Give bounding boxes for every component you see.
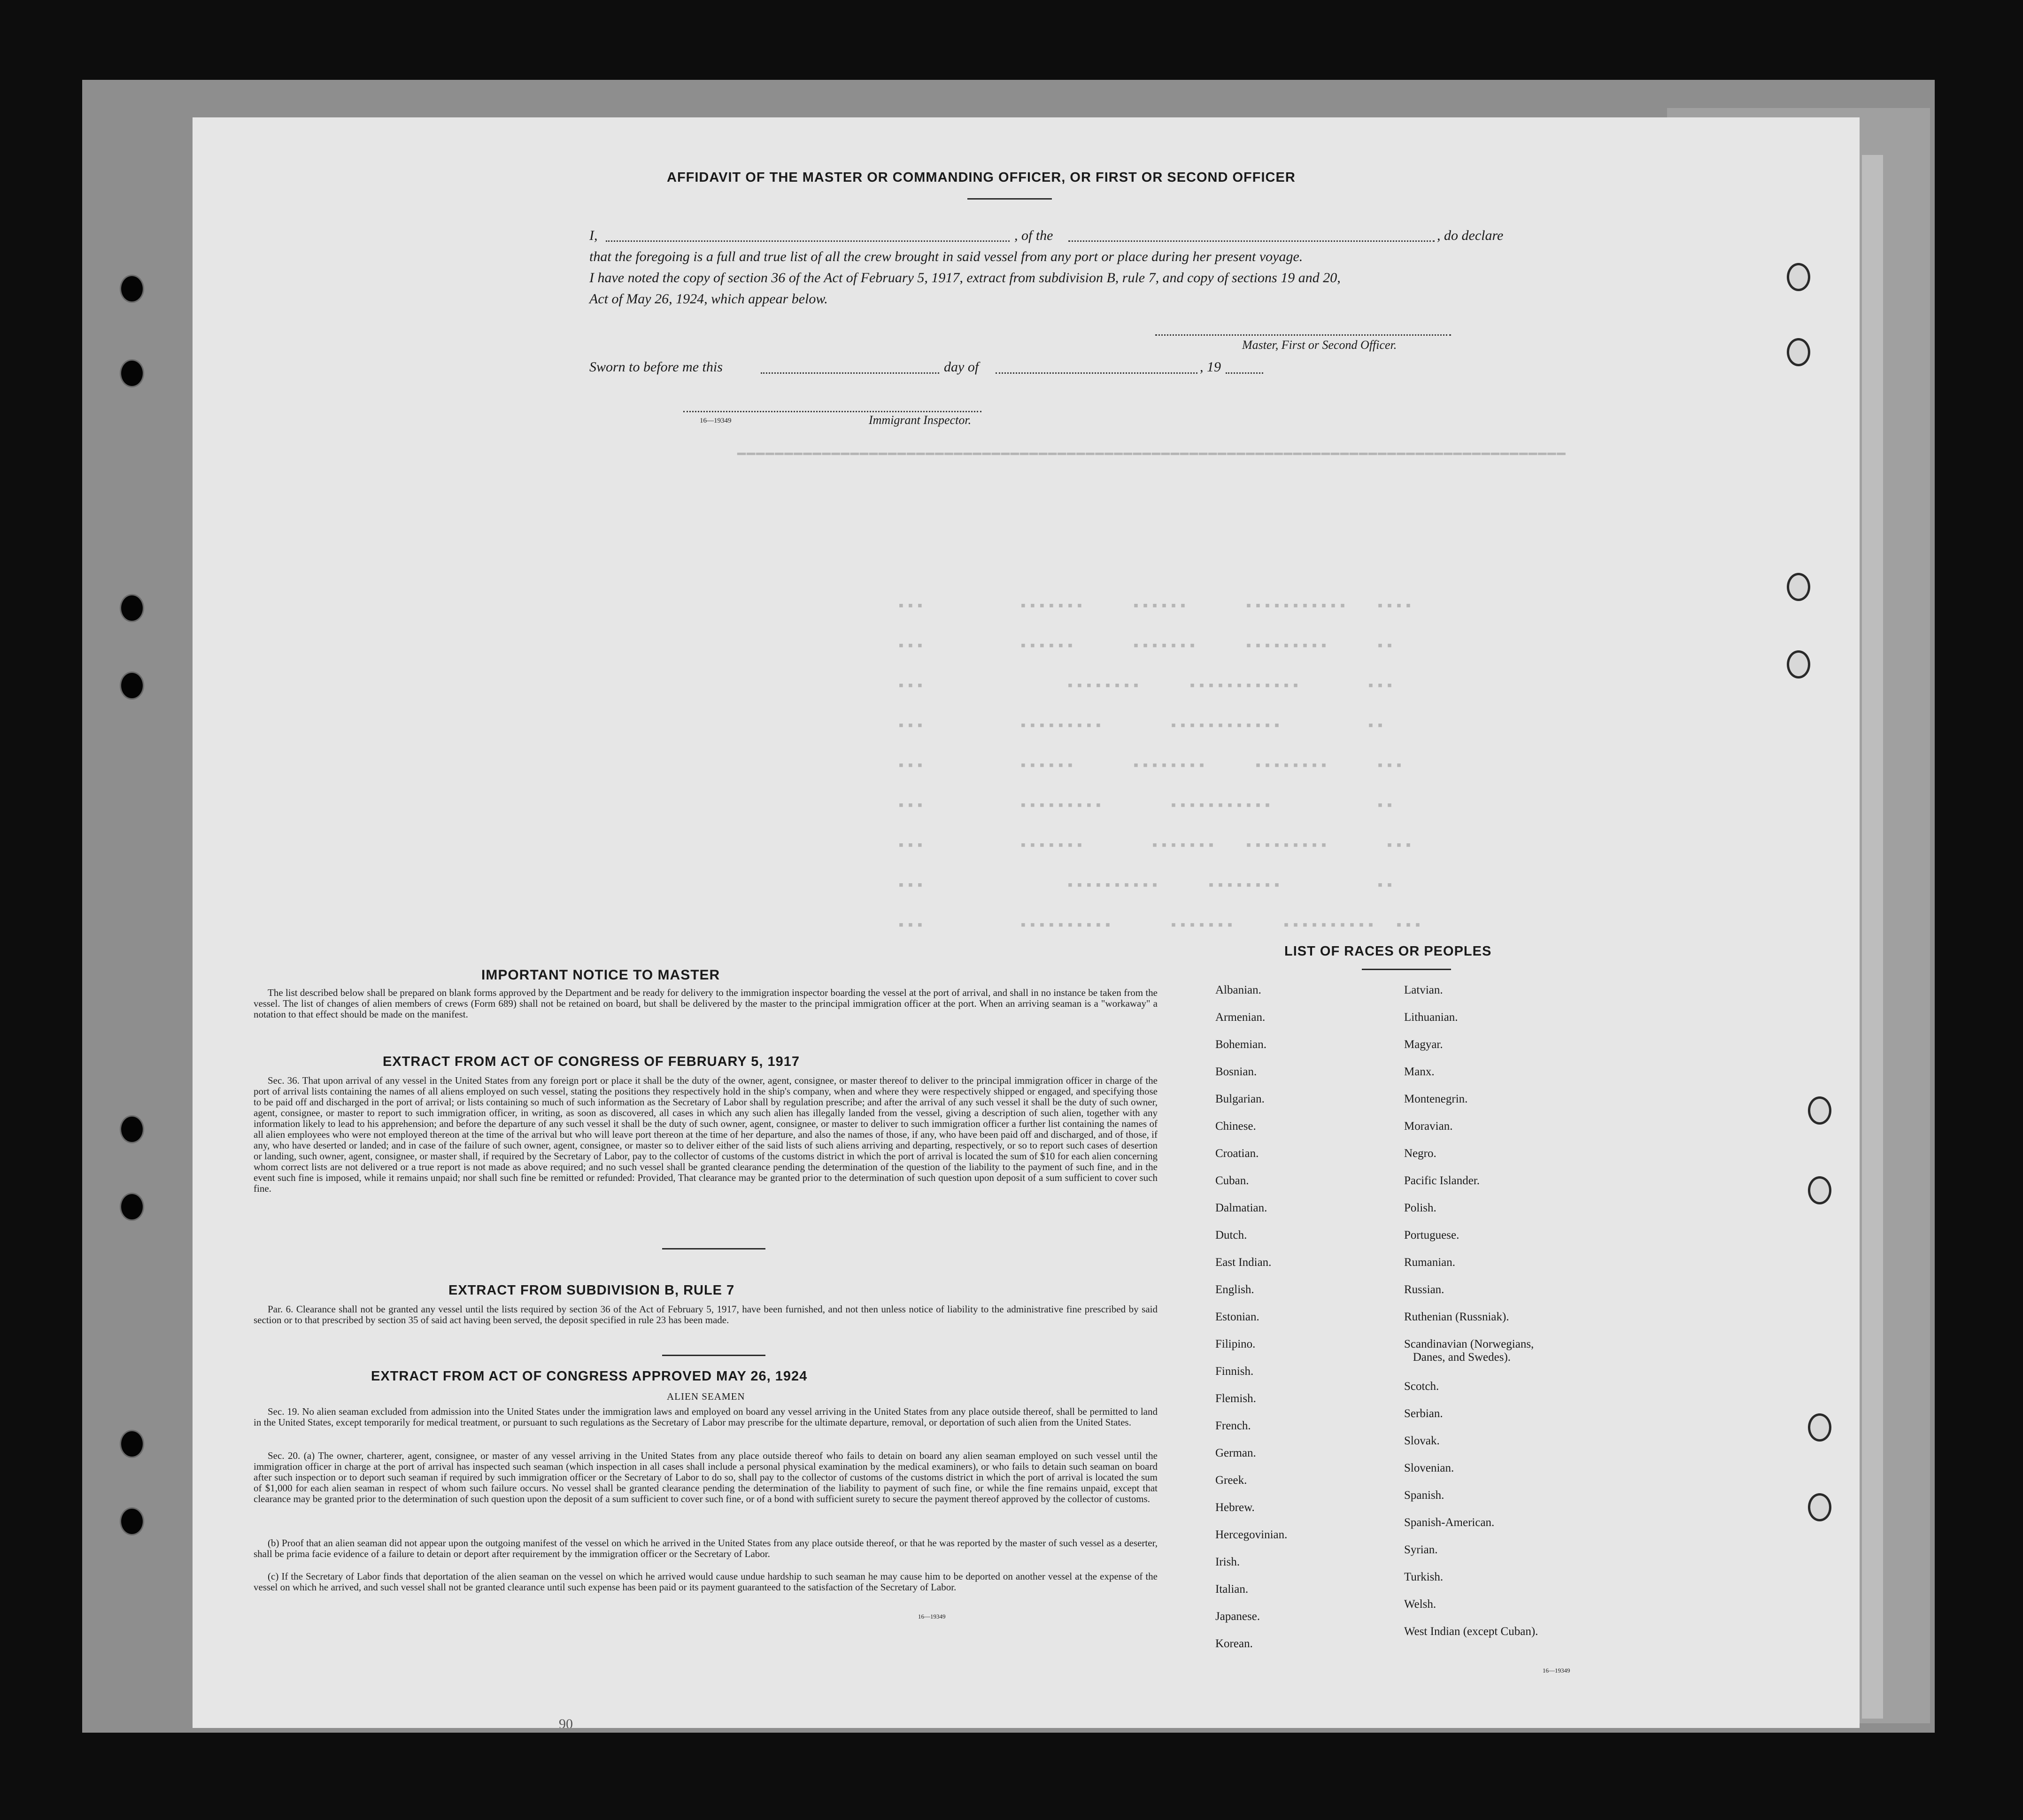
title-rule	[967, 198, 1052, 200]
punch-hole	[120, 671, 144, 700]
race-entry: Latvian.	[1404, 984, 1443, 996]
bleed-through-text: ▪▪▪ ▪▪▪▪▪▪▪ ▪▪▪▪▪▪ ▪▪▪▪▪▪▪▪▪▪▪ ▪▪▪▪ ▪▪▪ ▪▪▪▪▪▪ ▪▪▪▪▪▪▪ ▪▪▪▪▪▪▪▪▪ ▪▪ ▪▪▪ ▪▪▪▪▪▪▪▪ ▪▪▪▪▪▪▪▪▪▪▪▪ ▪▪▪ ▪▪▪ ▪▪▪▪▪▪▪▪▪ ▪▪▪▪▪▪▪▪▪▪▪▪ ▪▪ ▪▪▪ ▪▪▪▪▪▪ ▪▪▪▪▪▪▪▪ ▪▪▪▪▪▪▪▪ ▪▪▪ ▪▪▪ ▪▪▪▪▪▪▪▪▪ ▪▪▪▪▪▪▪▪▪▪▪ ▪▪ ▪▪▪ ▪▪▪▪▪▪▪ ▪▪▪▪▪▪▪ ▪▪▪▪▪▪▪▪▪ ▪▪▪ ▪▪▪ ▪▪▪▪▪▪▪▪▪▪ ▪▪▪▪▪▪▪▪ ▪▪ ▪▪▪ ▪▪▪▪▪▪▪▪▪▪ ▪▪▪▪▪▪▪ ▪▪▪▪▪▪▪▪▪▪ ▪▪▪	[897, 599, 1423, 934]
race-entry: Greek.	[1215, 1474, 1247, 1487]
race-entry: Syrian.	[1404, 1543, 1438, 1556]
race-entry: English.	[1215, 1283, 1254, 1296]
affidavit-line3: I have noted the copy of section 36 of the Act of February 5, 1917, extract from subdivision B, rule 7, and copy of sections 19 and 20,	[589, 270, 1341, 285]
binder-ring	[1787, 650, 1810, 679]
race-entry: Dutch.	[1215, 1229, 1247, 1242]
binder-ring	[1808, 1176, 1831, 1204]
race-entry: Turkish.	[1404, 1571, 1444, 1583]
race-entry: Manx.	[1404, 1065, 1435, 1078]
sec20b-body: (b) Proof that an alien seaman did not appear upon the outgoing manifest of the vessel on which he arrived in the United States from any place outside thereof, or that he was reported by the master of such vessel as a deserter, shall be prima facie evidence of a failure to detain or deport after requirement by the immigration officer or the Secretary of Labor.	[254, 1537, 1158, 1559]
race-entry: Flemish.	[1215, 1392, 1256, 1405]
page-mark: 90	[559, 1716, 573, 1728]
race-entry: Cuban.	[1215, 1174, 1249, 1187]
extract-1917-body: Sec. 36. That upon arrival of any vessel in the United States from any foreign port or place it shall be the duty of the owner, agent, consignee, or master thereof to deliver to the principal immigration officer in charge of the port of arrival lists containing the names of all aliens employed on such vessel, stating the positions they respectively hold in the ship's company, when and where they were respectively shipped or engaged, and specifying those to be paid off and discharged in the port of arrival; or lists containing so much of such information as the Secretary of Labor shall by regulation prescribe; and after the arrival of any such vessel it shall be the duty of such owner, agent, consignee, or master to report to such immigration officer, in writing, as soon as discovered, all cases in which any such alien has illegally landed from the vessel, giving a description of such alien, together with any information likely to lead to his apprehension; and before the departure of any such vessel it shall be the duty of such owner, agent, consignee, or master to deliver to such immigration officer a further list containing the names of all alien employees who were not employed thereon at the time of the arrival but who will leave port thereon at the time of her departure, and also the names of those, if any, who have been paid off and discharged, and of those, if any, who have deserted or landed; and in case of the failure of such owner, agent, consignee, or master so to deliver either of the said lists of such aliens arriving and departing, respectively, or so to report such cases of desertion or landing, such owner, agent, consignee, or master shall, if required by the Secretary of Labor, pay to the collector of customs of the customs district in which the port of arrival is located the sum of $10 for each alien concerning whom correct lists are not delivered or a true report is not made as above required; and no such vessel shall be granted clearance pending the determination of the question of the liability to the payment of such fine, and in the event such fine is imposed, while it remains unpaid; nor shall such fine be remitted or refunded: Provided, That clearance may be granted prior to the determination of such question upon deposit of a sum sufficient to cover such fine.	[254, 1075, 1158, 1194]
signature-blank[interactable]	[1155, 334, 1451, 336]
race-entry: Serbian.	[1404, 1407, 1443, 1420]
race-entry: French.	[1215, 1419, 1251, 1432]
inspector-caption: Immigrant Inspector.	[869, 413, 972, 427]
affidavit-line4: Act of May 26, 1924, which appear below.	[589, 291, 828, 307]
race-entry: Portuguese.	[1404, 1229, 1459, 1242]
binder-ring	[1787, 338, 1810, 366]
race-entry: Bohemian.	[1215, 1038, 1267, 1051]
binder-ring	[1787, 573, 1810, 601]
sec20a-body: Sec. 20. (a) The owner, charterer, agent, consignee, or master of any vessel arriving in the United States from any place outside thereof who fails to detain on board any alien seaman employed on such vessel until the immigration officer in charge at the port of arrival has inspected such seaman (which inspection in all cases shall include a personal physical examination by the medical examiners), or who fails to detain such seaman on board after such inspection or to deport such seaman if required by such immigration officer or the Secretary of Labor to do so, shall pay to the collector of customs of the customs district in which the port of arrival is located the sum of $1,000 for each alien seaman in respect of whom such failure occurs. No vessel shall be granted clearance pending the determination of the liability to payment of such fine, or while the fine remains unpaid, except that clearance may be granted prior to the determination of such question upon the deposit of a sum sufficient to cover such fine, or of a bond with sufficient surety to secure the payment thereof approved by the collector of customs.	[254, 1450, 1158, 1504]
race-entry: Negro.	[1404, 1147, 1436, 1160]
sec19-body: Sec. 19. No alien seaman excluded from admission into the United States under the immigration laws and employed on board any vessel arriving in the United States from any place outside thereof, shall be permitted to land in the United States, except temporarily for medical treatment, or pursuant to such regulations as the Secretary of Labor may prescribe for the ultimate departure, removal, or deportation of such alien from the United States.	[254, 1406, 1158, 1428]
vessel-blank[interactable]	[1068, 240, 1435, 242]
race-entry: Magyar.	[1404, 1038, 1443, 1051]
race-entry: Chinese.	[1215, 1120, 1256, 1133]
extract-1917-title: EXTRACT FROM ACT OF CONGRESS OF FEBRUARY 5, 1917	[383, 1054, 800, 1069]
form-number: 16—19349	[918, 1613, 946, 1620]
affidavit-line1-start: I,	[589, 228, 598, 243]
race-entry: Dalmatian.	[1215, 1202, 1267, 1214]
punch-hole	[120, 1115, 144, 1143]
binder-ring	[1808, 1493, 1831, 1521]
race-entry: Bulgarian.	[1215, 1093, 1265, 1105]
sworn-text: Sworn to before me this	[589, 359, 723, 375]
race-entry: Hebrew.	[1215, 1501, 1255, 1514]
race-entry: Italian.	[1215, 1583, 1249, 1596]
race-entry: Korean.	[1215, 1637, 1253, 1650]
punch-hole	[120, 594, 144, 622]
punch-hole	[120, 275, 144, 303]
inspector-signature-blank[interactable]	[683, 411, 981, 412]
notice-title: IMPORTANT NOTICE TO MASTER	[481, 967, 720, 983]
alien-seamen-subtitle: ALIEN SEAMEN	[667, 1391, 745, 1402]
race-entry: Irish.	[1215, 1556, 1240, 1568]
race-entry: Welsh.	[1404, 1598, 1436, 1611]
race-entry: Slovak.	[1404, 1434, 1440, 1447]
race-entry: Polish.	[1404, 1202, 1436, 1214]
sec20c-body: (c) If the Secretary of Labor finds that deportation of the alien seaman on the vessel on which he arrived would cause undue hardship to such seaman he may cause him to be deported on another vessel at the expense of the vessel on which he arrived, and such vessel shall not be granted clearance until such expense has been paid or its payment guaranteed to the satisfaction of the Secretary of Labor.	[254, 1571, 1158, 1593]
sworn-year: , 19	[1200, 359, 1221, 375]
punch-hole	[120, 1430, 144, 1458]
affidavit-line1-end: , do declare	[1437, 228, 1504, 243]
race-entry: Pacific Islander.	[1404, 1174, 1480, 1187]
race-entry: German.	[1215, 1447, 1256, 1459]
race-entry: West Indian (except Cuban).	[1404, 1625, 1538, 1638]
sworn-year-blank[interactable]	[1226, 372, 1263, 374]
punch-hole	[120, 359, 144, 387]
affidavit-line2: that the foregoing is a full and true list of all the crew brought in said vessel from any port or place during her present voyage.	[589, 249, 1303, 264]
race-entry: Japanese.	[1215, 1610, 1260, 1623]
punch-hole	[120, 1193, 144, 1221]
race-entry: Slovenian.	[1404, 1462, 1454, 1474]
affidavit-title: AFFIDAVIT OF THE MASTER OR COMMANDING OFFICER, OR FIRST OR SECOND OFFICER	[667, 170, 1296, 185]
form-number: 16—19349	[1543, 1667, 1570, 1674]
race-entry: Moravian.	[1404, 1120, 1453, 1133]
races-title-rule	[1362, 969, 1451, 970]
section-rule	[662, 1248, 765, 1249]
race-entry: Estonian.	[1215, 1311, 1259, 1323]
race-entry: Scandinavian (Norwegians, Danes, and Swedes).	[1404, 1338, 1534, 1364]
extract-rule7-title: EXTRACT FROM SUBDIVISION B, RULE 7	[448, 1283, 735, 1298]
extract-1924-title: EXTRACT FROM ACT OF CONGRESS APPROVED MAY 26, 1924	[371, 1369, 808, 1384]
races-title: LIST OF RACES OR PEOPLES	[1284, 944, 1492, 959]
race-entry: Ruthenian (Russniak).	[1404, 1311, 1509, 1323]
section-rule	[662, 1355, 765, 1356]
bleed-through-text: ━━━━━━━━━━━━━━━━━━━━━━━━━━━━━━━━━━━━━━━━━━━━━━━━━━━━━━━━━━━━━━━━━━━━━━━━━━━━━━━━━━━━━━━━	[709, 447, 1567, 463]
race-entry: Russian.	[1404, 1283, 1444, 1296]
race-entry: Finnish.	[1215, 1365, 1254, 1378]
notice-body: The list described below shall be prepared on blank forms approved by the Department and be ready for delivery to the immigration inspector boarding the vessel at the port of arrival, and shall in no instance be taken from the vessel. The list of changes of alien members of crews (Form 689) shall not be retained on board, but shall be delivered by the master to the principal immigration officer at the port. When an arriving seaman is a "workaway" a notation to that effect should be made on the manifest.	[254, 987, 1158, 1020]
race-entry: Armenian.	[1215, 1011, 1266, 1024]
race-entry: Montenegrin.	[1404, 1093, 1468, 1105]
race-entry: Albanian.	[1215, 984, 1261, 996]
signer-caption: Master, First or Second Officer.	[1242, 338, 1397, 352]
form-sheet	[193, 117, 1860, 1728]
sworn-day-blank[interactable]	[761, 372, 939, 374]
race-entry: Scotch.	[1404, 1380, 1439, 1393]
sworn-month-blank[interactable]	[996, 372, 1197, 374]
binder-ring	[1808, 1413, 1831, 1442]
race-entry: East Indian.	[1215, 1256, 1272, 1269]
race-entry: Bosnian.	[1215, 1065, 1257, 1078]
race-entry: Rumanian.	[1404, 1256, 1456, 1269]
name-blank[interactable]	[606, 240, 1010, 242]
punch-hole	[120, 1507, 144, 1535]
race-entry: Spanish.	[1404, 1489, 1444, 1502]
binder-ring	[1787, 263, 1810, 291]
paper-edge	[1862, 155, 1883, 1719]
race-entry: Spanish-American.	[1404, 1516, 1495, 1529]
race-entry: Hercegovinian.	[1215, 1528, 1288, 1541]
binder-ring	[1808, 1096, 1831, 1125]
sworn-day-of: day of	[944, 359, 979, 375]
race-entry: Filipino.	[1215, 1338, 1256, 1350]
affidavit-line1-mid: , of the	[1014, 228, 1053, 243]
form-number: 16—19349	[700, 417, 732, 424]
race-entry: Lithuanian.	[1404, 1011, 1458, 1024]
extract-rule7-body: Par. 6. Clearance shall not be granted any vessel until the lists required by section 36 of the Act of February 5, 1917, have been furnished, and not then unless notice of liability to the administrative fine prescribed by said section or to that prescribed by section 35 of said act having been served, the deposit specified in rule 23 has been made.	[254, 1303, 1158, 1326]
race-entry: Croatian.	[1215, 1147, 1259, 1160]
